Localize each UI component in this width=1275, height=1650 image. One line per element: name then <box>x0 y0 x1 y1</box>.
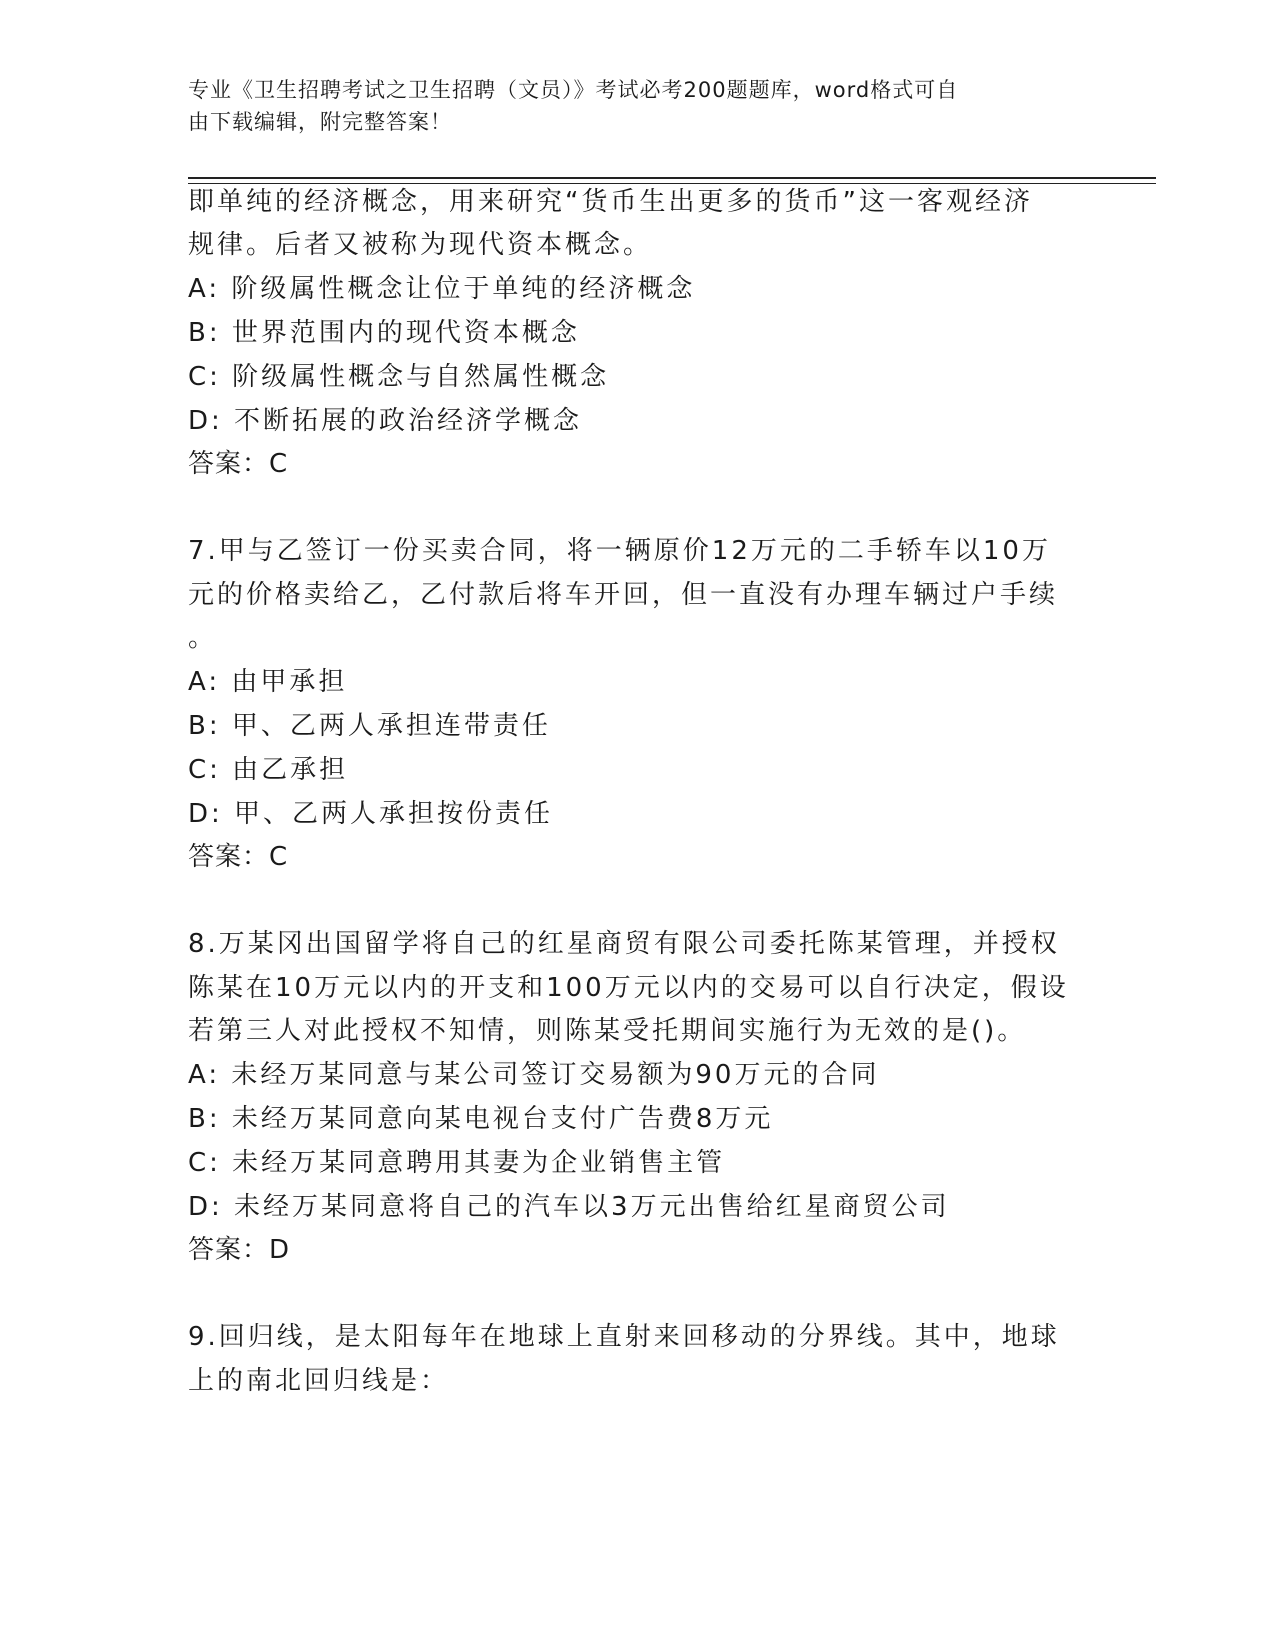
question-6-answer: 答案：C <box>188 449 289 479</box>
question-6-text-line-1: 即单纯的经济概念，用来研究“货币生出更多的货币”这一客观经济 <box>188 187 1033 217</box>
question-7-text-line-3: 。 <box>188 623 218 653</box>
question-6-option-d: D: 不断拓展的政治经济学概念 <box>188 406 583 436</box>
question-7-option-b: B: 甲、乙两人承担连带责任 <box>188 711 551 741</box>
question-6-option-c: C: 阶级属性概念与自然属性概念 <box>188 362 610 392</box>
question-7-text-line-1: 7.甲与乙签订一份买卖合同，将一辆原价12万元的二手轿车以10万 <box>188 536 1051 566</box>
header-line-2: 由下载编辑，附完整答案！ <box>188 110 452 134</box>
question-6-text-line-2: 规律。后者又被称为现代资本概念。 <box>188 230 653 260</box>
question-7-answer: 答案：C <box>188 842 289 872</box>
document-header <box>188 74 1068 138</box>
header-line-1: 专业《卫生招聘考试之卫生招聘（文员）》考试必考200题题库，word格式可自 <box>188 78 959 102</box>
question-8-option-a: A: 未经万某同意与某公司签订交易额为90万元的合同 <box>188 1060 880 1090</box>
header-divider-thick <box>188 177 1156 179</box>
question-8-option-b: B: 未经万某同意向某电视台支付广告费8万元 <box>188 1104 774 1134</box>
question-6-option-a: A: 阶级属性概念让位于单纯的经济概念 <box>188 274 696 304</box>
header-divider-thin <box>188 183 1156 184</box>
question-9-text-line-1: 9.回归线，是太阳每年在地球上直射来回移动的分界线。其中，地球 <box>188 1322 1060 1352</box>
question-8-answer: 答案：D <box>188 1235 291 1265</box>
question-7-text-line-2: 元的价格卖给乙，乙付款后将车开回，但一直没有办理车辆过户手续 <box>188 580 1059 610</box>
question-8-option-c: C: 未经万某同意聘用其妻为企业销售主管 <box>188 1148 726 1178</box>
question-7-option-c: C: 由乙承担 <box>188 755 349 785</box>
question-8-text-line-1: 8.万某冈出国留学将自己的红星商贸有限公司委托陈某管理，并授权 <box>188 929 1060 959</box>
question-7-option-a: A: 由甲承担 <box>188 667 348 697</box>
question-6-option-b: B: 世界范围内的现代资本概念 <box>188 318 580 348</box>
question-9-text-line-2: 上的南北回归线是： <box>188 1366 450 1396</box>
question-8-option-d: D: 未经万某同意将自己的汽车以3万元出售给红星商贸公司 <box>188 1192 950 1222</box>
question-8-text-line-2: 陈某在10万元以内的开支和100万元以内的交易可以自行决定，假设 <box>188 973 1069 1003</box>
question-8-text-line-3: 若第三人对此授权不知情，则陈某受托期间实施行为无效的是()。 <box>188 1016 1027 1046</box>
question-7-option-d: D: 甲、乙两人承担按份责任 <box>188 799 554 829</box>
